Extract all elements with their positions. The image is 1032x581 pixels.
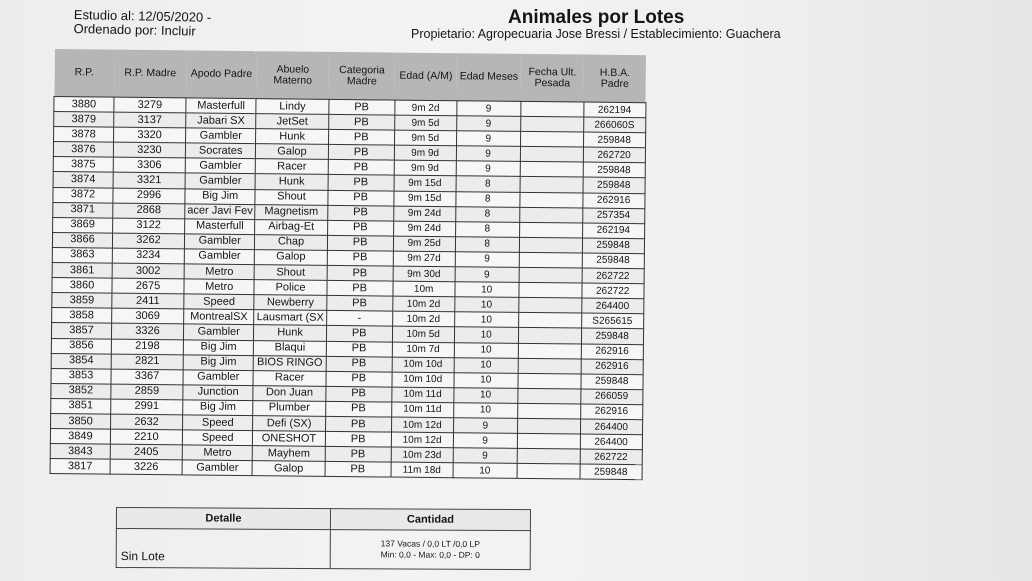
cell-abuelo-materno: Galop: [252, 461, 324, 477]
cell-rp: 3856: [51, 338, 111, 354]
header-categoria-madre: Categoria Madre: [329, 52, 395, 100]
cell-rp: 3861: [52, 263, 112, 279]
cell-rp: 3876: [53, 142, 113, 158]
cell-rp-madre: 2859: [111, 384, 183, 400]
study-date: Estudio al: 12/05/2020 -: [73, 7, 212, 25]
summary-table: [116, 507, 531, 570]
cell-categoria-madre: PB: [326, 296, 392, 312]
cell-hba-padre: 262916: [580, 404, 642, 420]
cell-rp-madre: 3137: [114, 112, 186, 128]
cell-abuelo-materno: Mayhem: [253, 446, 325, 462]
cell-fecha-pesada: [520, 177, 583, 193]
cell-hba-padre: 262722: [580, 449, 642, 465]
cell-edad-meses: 9: [453, 433, 517, 449]
cell-fecha-pesada: [519, 237, 582, 253]
cell-categoria-madre: PB: [328, 145, 394, 161]
summary-label: Sin Lote: [116, 529, 330, 569]
cell-fecha-pesada: [518, 313, 581, 329]
cell-abuelo-materno: Racer: [256, 159, 328, 175]
cell-abuelo-materno: Newberry: [254, 295, 326, 311]
cell-abuelo-materno: Police: [254, 280, 326, 296]
cell-rp-madre: 3122: [113, 218, 185, 234]
cell-rp-madre: 3367: [111, 369, 183, 385]
cell-abuelo-materno: Lausmart (SX: [254, 310, 326, 326]
cell-categoria-madre: PB: [327, 280, 393, 296]
cell-edad-meses: 10: [453, 463, 517, 479]
header-edad-am: Edad (A/M): [395, 53, 457, 101]
cell-abuelo-materno: JetSet: [256, 114, 328, 130]
cell-fecha-pesada: [519, 252, 582, 268]
cell-hba-padre: 262916: [581, 344, 643, 360]
cell-edad-meses: 8: [455, 221, 519, 237]
cell-categoria-madre: PB: [326, 341, 392, 357]
cell-hba-padre: 262916: [583, 193, 645, 209]
cell-abuelo-materno: Magnetism: [255, 204, 327, 220]
cell-rp-madre: 3069: [112, 308, 184, 324]
cell-rp-madre: 3306: [113, 158, 185, 174]
cell-edad-meses: 9: [455, 252, 519, 268]
cell-rp: 3871: [53, 202, 113, 218]
cell-edad-am: 9m 24d: [393, 206, 455, 222]
cell-edad-am: 9m 9d: [394, 160, 456, 176]
cell-fecha-pesada: [519, 207, 582, 223]
cell-categoria-madre: PB: [329, 99, 395, 115]
cell-categoria-madre: PB: [325, 416, 391, 432]
cell-edad-am: 9m 2d: [394, 100, 456, 116]
cell-rp: 3843: [50, 444, 110, 460]
cell-apodo-padre: Gambler: [184, 234, 255, 250]
cell-hba-padre: S265615: [581, 313, 643, 329]
cell-rp: 3817: [50, 459, 110, 475]
cell-fecha-pesada: [517, 403, 580, 419]
cell-abuelo-materno: Shout: [255, 265, 327, 281]
cell-hba-padre: 262720: [583, 147, 645, 163]
cell-apodo-padre: Gambler: [182, 460, 253, 476]
cell-rp-madre: 3262: [112, 233, 184, 249]
cell-hba-padre: 259848: [583, 178, 645, 194]
cell-fecha-pesada: [518, 298, 581, 314]
cell-apodo-padre: Gambler: [186, 128, 257, 144]
cell-apodo-padre: acer Javi Fev: [185, 204, 256, 220]
cell-edad-meses: 8: [456, 176, 520, 192]
cell-apodo-padre: Metro: [184, 279, 255, 295]
cell-apodo-padre: Speed: [183, 415, 254, 431]
cell-edad-meses: 8: [455, 237, 519, 253]
header-abuelo-materno: Abuelo Materno: [256, 51, 329, 99]
summary-header-detalle: Detalle: [116, 508, 330, 530]
cell-apodo-padre: Big Jim: [185, 188, 256, 204]
header-rp: R.P.: [54, 49, 114, 97]
cell-hba-padre: 262722: [582, 283, 644, 299]
cell-abuelo-materno: Plumber: [253, 400, 325, 416]
cell-categoria-madre: PB: [328, 175, 394, 191]
cell-fecha-pesada: [520, 116, 583, 132]
cell-apodo-padre: Gambler: [185, 173, 256, 189]
cell-edad-am: 9m 27d: [393, 251, 455, 267]
cell-fecha-pesada: [520, 132, 583, 148]
summary-header-cantidad: Cantidad: [330, 509, 530, 531]
cell-apodo-padre: Metro: [184, 264, 255, 280]
cell-fecha-pesada: [520, 147, 583, 163]
cell-categoria-madre: PB: [325, 447, 391, 463]
cell-rp-madre: 2868: [113, 203, 185, 219]
cell-categoria-madre: PB: [327, 205, 393, 221]
cell-categoria-madre: PB: [327, 235, 393, 251]
cell-rp: 3853: [51, 368, 111, 384]
cell-abuelo-materno: ONESHOT: [253, 431, 325, 447]
cell-hba-padre: 259848: [583, 162, 645, 178]
cell-edad-am: 9m 5d: [394, 115, 456, 131]
cell-edad-meses: 10: [454, 297, 518, 313]
cell-categoria-madre: PB: [325, 386, 391, 402]
owner-line: Propietario: Agropecuaria Jose Bressi / Establecimiento: Guachera: [411, 27, 781, 41]
header-fecha-pesada: Fecha Ult. Pesada: [521, 54, 584, 102]
cell-apodo-padre: Big Jim: [183, 400, 254, 416]
cell-edad-am: 9m 30d: [393, 266, 455, 282]
cell-edad-am: 10m: [393, 281, 455, 297]
cell-rp: 3854: [51, 353, 111, 369]
cell-fecha-pesada: [520, 101, 583, 117]
cell-hba-padre: 262722: [582, 268, 644, 284]
cell-hba-padre: 257354: [582, 208, 644, 224]
header-edad-meses: Edad Meses: [457, 53, 521, 101]
cell-apodo-padre: Jabari SX: [186, 113, 257, 129]
header-hba-padre: H.B.A. Padre: [584, 55, 646, 103]
report-meta: [73, 8, 211, 39]
cell-fecha-pesada: [517, 433, 580, 449]
cell-edad-am: 10m 5d: [392, 326, 454, 342]
cell-fecha-pesada: [518, 358, 581, 374]
cell-abuelo-materno: Blaqui: [254, 340, 326, 356]
cell-abuelo-materno: Galop: [255, 250, 327, 266]
cell-edad-am: 10m 11d: [391, 387, 453, 403]
cell-rp-madre: 3321: [113, 173, 185, 189]
cell-rp: 3872: [53, 187, 113, 203]
cell-rp-madre: 2411: [112, 293, 184, 309]
cell-categoria-madre: PB: [327, 250, 393, 266]
cell-hba-padre: 259848: [580, 464, 642, 480]
cell-fecha-pesada: [518, 328, 581, 344]
cell-rp: 3851: [51, 398, 111, 414]
cell-rp-madre: 2198: [111, 339, 183, 355]
cell-rp: 3852: [51, 383, 111, 399]
cell-edad-am: 9m 25d: [393, 236, 455, 252]
cell-abuelo-materno: Galop: [256, 144, 328, 160]
cell-fecha-pesada: [519, 222, 582, 238]
cell-edad-am: 10m 10d: [392, 357, 454, 373]
cell-edad-meses: 10: [454, 372, 518, 388]
cell-hba-padre: 264400: [581, 298, 643, 314]
cell-edad-meses: 9: [456, 161, 520, 177]
cell-rp: 3850: [51, 413, 111, 429]
cell-apodo-padre: Big Jim: [183, 354, 254, 370]
cell-fecha-pesada: [519, 283, 582, 299]
cell-rp: 3875: [53, 157, 113, 173]
cell-apodo-padre: Speed: [184, 294, 255, 310]
cell-rp-madre: 2405: [110, 444, 182, 460]
cell-rp-madre: 2675: [112, 278, 184, 294]
cell-rp: 3879: [54, 112, 114, 128]
cell-fecha-pesada: [518, 373, 581, 389]
cell-rp: 3859: [52, 293, 112, 309]
cell-abuelo-materno: Racer: [253, 370, 325, 386]
table-header-row: [54, 49, 646, 103]
cell-abuelo-materno: Chap: [255, 234, 327, 250]
cell-apodo-padre: Masterfull: [185, 219, 256, 235]
cell-categoria-madre: PB: [328, 114, 394, 130]
cell-edad-am: 10m 23d: [391, 447, 453, 463]
cell-categoria-madre: PB: [326, 371, 392, 387]
cell-rp-madre: 2991: [111, 399, 183, 415]
cell-edad-meses: 10: [453, 387, 517, 403]
cell-abuelo-materno: Hunk: [256, 129, 328, 145]
cell-edad-meses: 9: [456, 116, 520, 132]
cell-apodo-padre: Gambler: [183, 324, 254, 340]
cell-rp: 3869: [53, 217, 113, 233]
cell-edad-am: 9m 9d: [394, 145, 456, 161]
cell-edad-am: 9m 5d: [394, 130, 456, 146]
cell-categoria-madre: -: [326, 311, 392, 327]
cell-hba-padre: 266059: [580, 389, 642, 405]
cell-categoria-madre: PB: [326, 326, 392, 342]
cell-hba-padre: 264400: [580, 434, 642, 450]
cell-edad-am: 10m 2d: [392, 296, 454, 312]
cell-rp-madre: 2821: [111, 354, 183, 370]
cell-rp: 3878: [54, 127, 114, 143]
cell-rp-madre: 2996: [113, 188, 185, 204]
cell-hba-padre: 259848: [581, 374, 643, 390]
cell-hba-padre: 259848: [582, 253, 644, 269]
cell-categoria-madre: PB: [325, 401, 391, 417]
cell-edad-am: 10m 7d: [392, 342, 454, 358]
cell-abuelo-materno: Lindy: [256, 99, 328, 115]
cell-fecha-pesada: [517, 418, 580, 434]
cell-edad-am: 10m 10d: [392, 372, 454, 388]
cell-edad-meses: 10: [454, 357, 518, 373]
cell-rp-madre: 3326: [111, 324, 183, 340]
cell-apodo-padre: Gambler: [183, 370, 254, 386]
cell-categoria-madre: PB: [327, 265, 393, 281]
cell-edad-meses: 9: [453, 418, 517, 434]
cell-rp-madre: 3230: [113, 142, 185, 158]
cell-edad-am: 10m 12d: [391, 432, 453, 448]
cell-fecha-pesada: [519, 267, 582, 283]
animals-table: [50, 49, 647, 481]
cell-rp-madre: 3279: [114, 97, 186, 113]
cell-rp: 3860: [52, 278, 112, 294]
cell-edad-meses: 9: [455, 267, 519, 283]
cell-categoria-madre: PB: [328, 130, 394, 146]
summary-quantity: [330, 530, 530, 570]
summary-qty-line2: Min: 0,0 - Max: 0,0 - DP: 0: [380, 549, 480, 560]
cell-edad-meses: 8: [456, 191, 520, 207]
cell-categoria-madre: PB: [327, 220, 393, 236]
cell-edad-meses: 10: [454, 312, 518, 328]
cell-edad-meses: 8: [455, 206, 519, 222]
cell-categoria-madre: PB: [326, 356, 392, 372]
summary-container: [116, 507, 531, 570]
cell-rp: 3874: [53, 172, 113, 188]
cell-fecha-pesada: [520, 192, 583, 208]
cell-abuelo-materno: Don Juan: [253, 385, 325, 401]
cell-rp-madre: 3320: [114, 127, 186, 143]
cell-rp: 3857: [51, 323, 111, 339]
cell-edad-am: 9m 15d: [394, 191, 456, 207]
cell-edad-meses: 10: [454, 342, 518, 358]
cell-apodo-padre: Masterfull: [186, 98, 257, 114]
header-apodo-padre: Apodo Padre: [186, 50, 257, 98]
cell-rp-madre: 3226: [110, 459, 182, 475]
cell-apodo-padre: Big Jim: [183, 339, 254, 355]
cell-hba-padre: 259848: [581, 328, 643, 344]
cell-fecha-pesada: [517, 388, 580, 404]
cell-categoria-madre: PB: [328, 160, 394, 176]
cell-apodo-padre: Socrates: [185, 143, 256, 159]
cell-rp-madre: 3002: [112, 263, 184, 279]
cell-edad-meses: 9: [456, 101, 520, 117]
cell-rp: 3849: [50, 429, 110, 445]
header-rp-madre: R.P. Madre: [114, 50, 186, 98]
cell-edad-meses: 10: [455, 282, 519, 298]
cell-rp-madre: 3234: [112, 248, 184, 264]
cell-rp: 3866: [52, 232, 112, 248]
cell-apodo-padre: Metro: [182, 445, 253, 461]
cell-apodo-padre: Junction: [183, 385, 254, 401]
cell-edad-am: 10m 2d: [392, 311, 454, 327]
cell-edad-meses: 9: [453, 448, 517, 464]
cell-apodo-padre: MontrealSX: [184, 309, 255, 325]
cell-abuelo-materno: Hunk: [254, 325, 326, 341]
cell-edad-am: 10m 12d: [391, 417, 453, 433]
cell-edad-am: 9m 24d: [393, 221, 455, 237]
cell-hba-padre: 262194: [582, 223, 644, 239]
cell-hba-padre: 262916: [581, 359, 643, 375]
cell-categoria-madre: PB: [325, 462, 391, 478]
cell-edad-meses: 9: [456, 146, 520, 162]
cell-abuelo-materno: BIOS RINGO: [254, 355, 326, 371]
cell-edad-meses: 10: [454, 327, 518, 343]
report-title: Animales por Lotes: [508, 7, 685, 28]
cell-abuelo-materno: Defi (SX): [253, 416, 325, 432]
cell-hba-padre: 259848: [582, 238, 644, 254]
order-by: Ordenado por: Incluir: [73, 20, 196, 39]
cell-edad-meses: 9: [456, 131, 520, 147]
cell-hba-padre: 266060S: [583, 117, 645, 133]
cell-edad-am: 11m 18d: [391, 462, 453, 478]
cell-hba-padre: 264400: [580, 419, 642, 435]
cell-rp-madre: 2210: [110, 429, 182, 445]
cell-categoria-madre: PB: [328, 190, 394, 206]
cell-abuelo-materno: Airbag-Et: [255, 219, 327, 235]
cell-apodo-padre: Speed: [182, 430, 253, 446]
table-body: [50, 97, 646, 481]
cell-rp: 3858: [52, 308, 112, 324]
cell-fecha-pesada: [518, 343, 581, 359]
cell-rp-madre: 2632: [111, 414, 183, 430]
summary-qty-line1: 137 Vacas / 0,0 LT /0,0 LP: [380, 538, 480, 549]
animals-table-container: [50, 49, 647, 481]
cell-apodo-padre: Gambler: [184, 249, 255, 265]
cell-hba-padre: 262194: [583, 102, 645, 118]
cell-rp: 3863: [52, 247, 112, 263]
cell-edad-am: 10m 11d: [391, 402, 453, 418]
cell-fecha-pesada: [517, 449, 580, 465]
cell-edad-am: 9m 15d: [394, 176, 456, 192]
cell-hba-padre: 259848: [583, 132, 645, 148]
cell-abuelo-materno: Shout: [255, 189, 327, 205]
cell-edad-meses: 10: [453, 403, 517, 419]
cell-fecha-pesada: [517, 464, 580, 480]
cell-categoria-madre: PB: [325, 431, 391, 447]
cell-apodo-padre: Gambler: [185, 158, 256, 174]
cell-abuelo-materno: Hunk: [255, 174, 327, 190]
cell-rp: 3880: [54, 97, 114, 113]
cell-fecha-pesada: [520, 162, 583, 178]
